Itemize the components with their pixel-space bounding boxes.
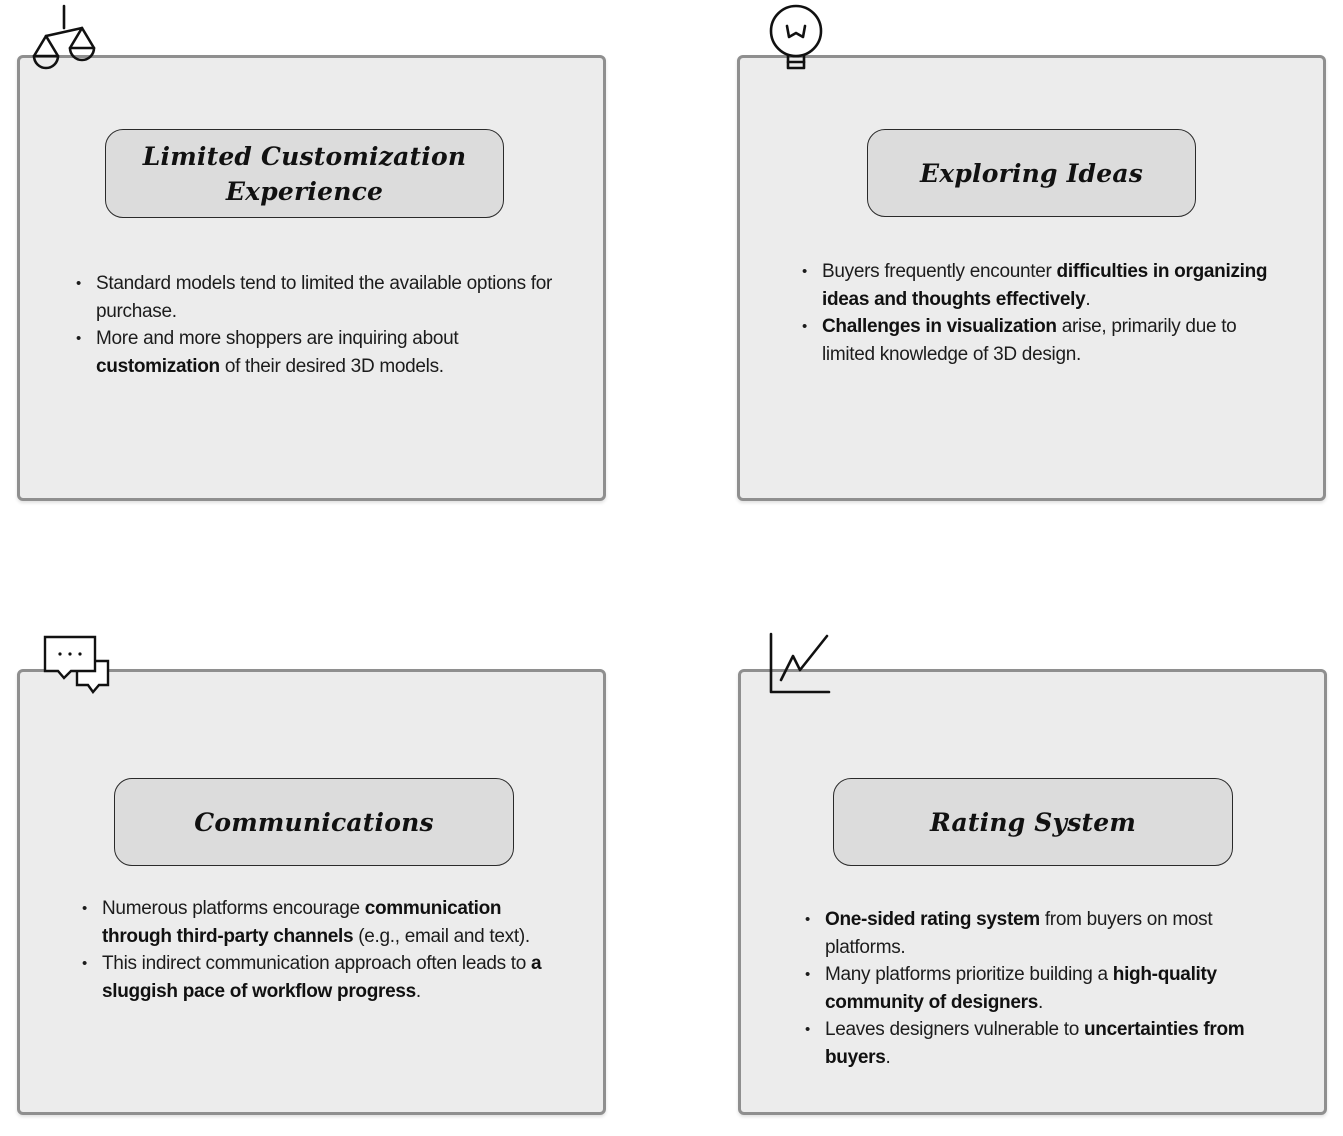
bullet-item xyxy=(822,313,1282,368)
card-title xyxy=(194,805,434,840)
bullet-item xyxy=(102,895,572,950)
bullet-text: Numerous platforms encourage xyxy=(102,898,365,919)
card-title-box xyxy=(105,129,504,218)
line-chart-icon xyxy=(767,632,831,696)
card-title xyxy=(930,805,1136,840)
card-communications xyxy=(17,669,606,1115)
bullet-text-bold: difficulties in organizing ideas and thoughts effectively xyxy=(822,261,1268,310)
bullet-text-bold: One-sided rating system xyxy=(825,909,1040,930)
bullet-text: Leaves designers vulnerable to xyxy=(825,1019,1084,1040)
card-title xyxy=(920,156,1143,191)
card-title xyxy=(143,139,466,209)
bullet-list xyxy=(76,270,571,380)
card-title-line: Exploring Ideas xyxy=(920,158,1143,188)
bullet-text: Standard models tend to limited the available options for purchase. xyxy=(96,273,553,322)
bullet-text-bold: communication through third-party channels xyxy=(102,898,502,947)
bullet-item xyxy=(102,950,572,1005)
bullet-text: Buyers frequently encounter xyxy=(822,261,1057,282)
bullet-list xyxy=(805,906,1295,1071)
bullet-text: arise, primarily due to limited knowledge of 3D design. xyxy=(822,316,1237,365)
bullet-text: from buyers on most platforms. xyxy=(825,909,1213,958)
bullet-text: Many platforms prioritize building a xyxy=(825,964,1113,985)
bullet-item xyxy=(825,1016,1295,1071)
bullet-item xyxy=(96,325,571,380)
bullet-text: . xyxy=(885,1046,891,1068)
card-title-box xyxy=(833,778,1233,866)
bullet-text: . xyxy=(415,980,421,1002)
bullet-text-bold: high-quality community of designers xyxy=(825,964,1217,1013)
bullet-item xyxy=(822,258,1282,313)
bullet-item xyxy=(96,270,571,325)
bullet-list xyxy=(802,258,1282,368)
card-title-line: Rating System xyxy=(929,807,1137,837)
card-title-box xyxy=(867,129,1196,217)
bullet-text: . xyxy=(1038,991,1043,1013)
bullet-item xyxy=(825,906,1295,961)
bullet-text: This indirect communication approach often leads to xyxy=(102,953,532,974)
card-title-line: Communications xyxy=(194,807,434,837)
card-title-line: Limited Customization xyxy=(142,141,467,171)
bullet-text: More and more shoppers are inquiring about xyxy=(96,328,459,349)
bullet-text-bold: customization xyxy=(96,355,220,377)
bullet-list xyxy=(82,895,572,1005)
scale-icon xyxy=(30,4,100,72)
lightbulb-icon xyxy=(767,4,825,72)
bullet-text-bold: a sluggish pace of workflow progress xyxy=(102,953,542,1002)
bullet-text: of their desired 3D models. xyxy=(219,355,444,377)
bullet-text: (e.g., email and text). xyxy=(353,925,530,947)
card-title-box xyxy=(114,778,514,866)
bullet-text-bold: uncertainties from buyers xyxy=(825,1019,1245,1068)
card-title-line: Experience xyxy=(225,176,384,206)
bullet-text-bold: Challenges in visualization xyxy=(822,316,1057,337)
bullet-item xyxy=(825,961,1295,1016)
bullet-text: . xyxy=(1085,288,1091,310)
chat-bubbles-icon xyxy=(43,635,113,697)
